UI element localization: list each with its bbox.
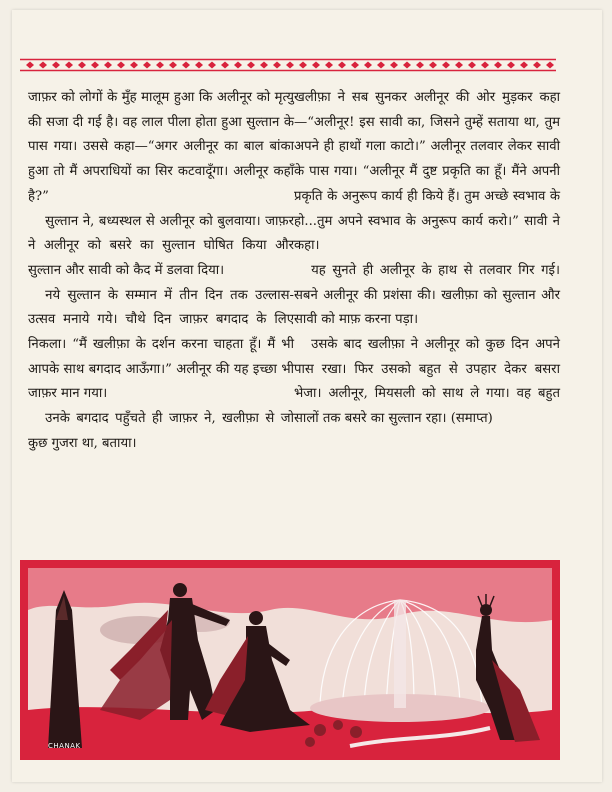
paragraph: यह सुनते ही अलीनूर के हाथ से तलवार गिर गई। सबने अलीनूर की प्रशंसा की। खलीफ़ा को सुल्तान और सावी को माफ़ करना पड़ा। [294,262,560,328]
paragraph: उनके बगदाद पहुँचते ही जाफ़र ने, खलीफ़ा से जो कुछ गुजरा था, बताया। [28,411,294,451]
left-column [28,86,294,457]
story-illustration [20,560,560,760]
paragraph: सुल्तान ने, बध्यस्थल से अलीनूर को बुलवाया। जाफ़र ने अलीनूर को बसरे का सुल्तान घोषित किया और सुल्तान और सावी को कैद में डलवा दिया। [28,213,294,278]
right-column [294,86,560,432]
paragraph: नये सुल्तान के सम्मान में तीन दिन तक उल्लास-उत्सव मनाये गये। चौथे दिन जाफ़र बगदाद के लिए निकला। “मैं खलीफ़ा के दर्शन करना चाहता हूँ। मैं भी आपके साथ बगदाद आऊँगा।” अलीनूर की यह इच्छा भी जाफ़र मान गया। [28,287,294,402]
decorative-border [20,58,556,72]
artist-signature: CHANAK [48,742,81,750]
paragraph: खलीफ़ा ने सब सुनकर अलीनूर की ओर मुड़कर कहा—“अलीनूर! इस सावी का, जिसने तुम्हें सताया था, तुम अपने ही हाथों गला काटो।” अलीनूर तलवार लेकर सावी के पास गया। “अलीनूर मैं दुष्ट प्रकृति का हूँ। मैंने अपनी प्रकृति के अनुरूप कार्य ही किये हैं। तुम अच्छे स्वभाव के हो...तुम अपने स्वभाव के अनुरूप कार्य करो।” सावी ने कहा। [294,90,560,254]
paragraph: जाफ़र को लोगों के मुँह मालूम हुआ कि अलीनूर को मृत्यु की सजा दी गई है। वह लाल पीला होता हुआ सुल्तान के पास गया। उससे कहा—“अगर अलीनूर का बाल बांका हुआ तो मैं अपराधियों का सिर कटवादूँगा। अलीनूर कहाँ है?” [28,90,294,204]
paragraph: उसके बाद खलीफ़ा ने अलीनूर को कुछ दिन अपने पास रखा। फिर उसको बहुत से उपहार देकर बसरा भेजा। अलीनूर, मियसली को साथ ले गया। वह बहुत सालों तक बसरे का सुल्तान रहा। (समाप्त) [294,337,560,427]
